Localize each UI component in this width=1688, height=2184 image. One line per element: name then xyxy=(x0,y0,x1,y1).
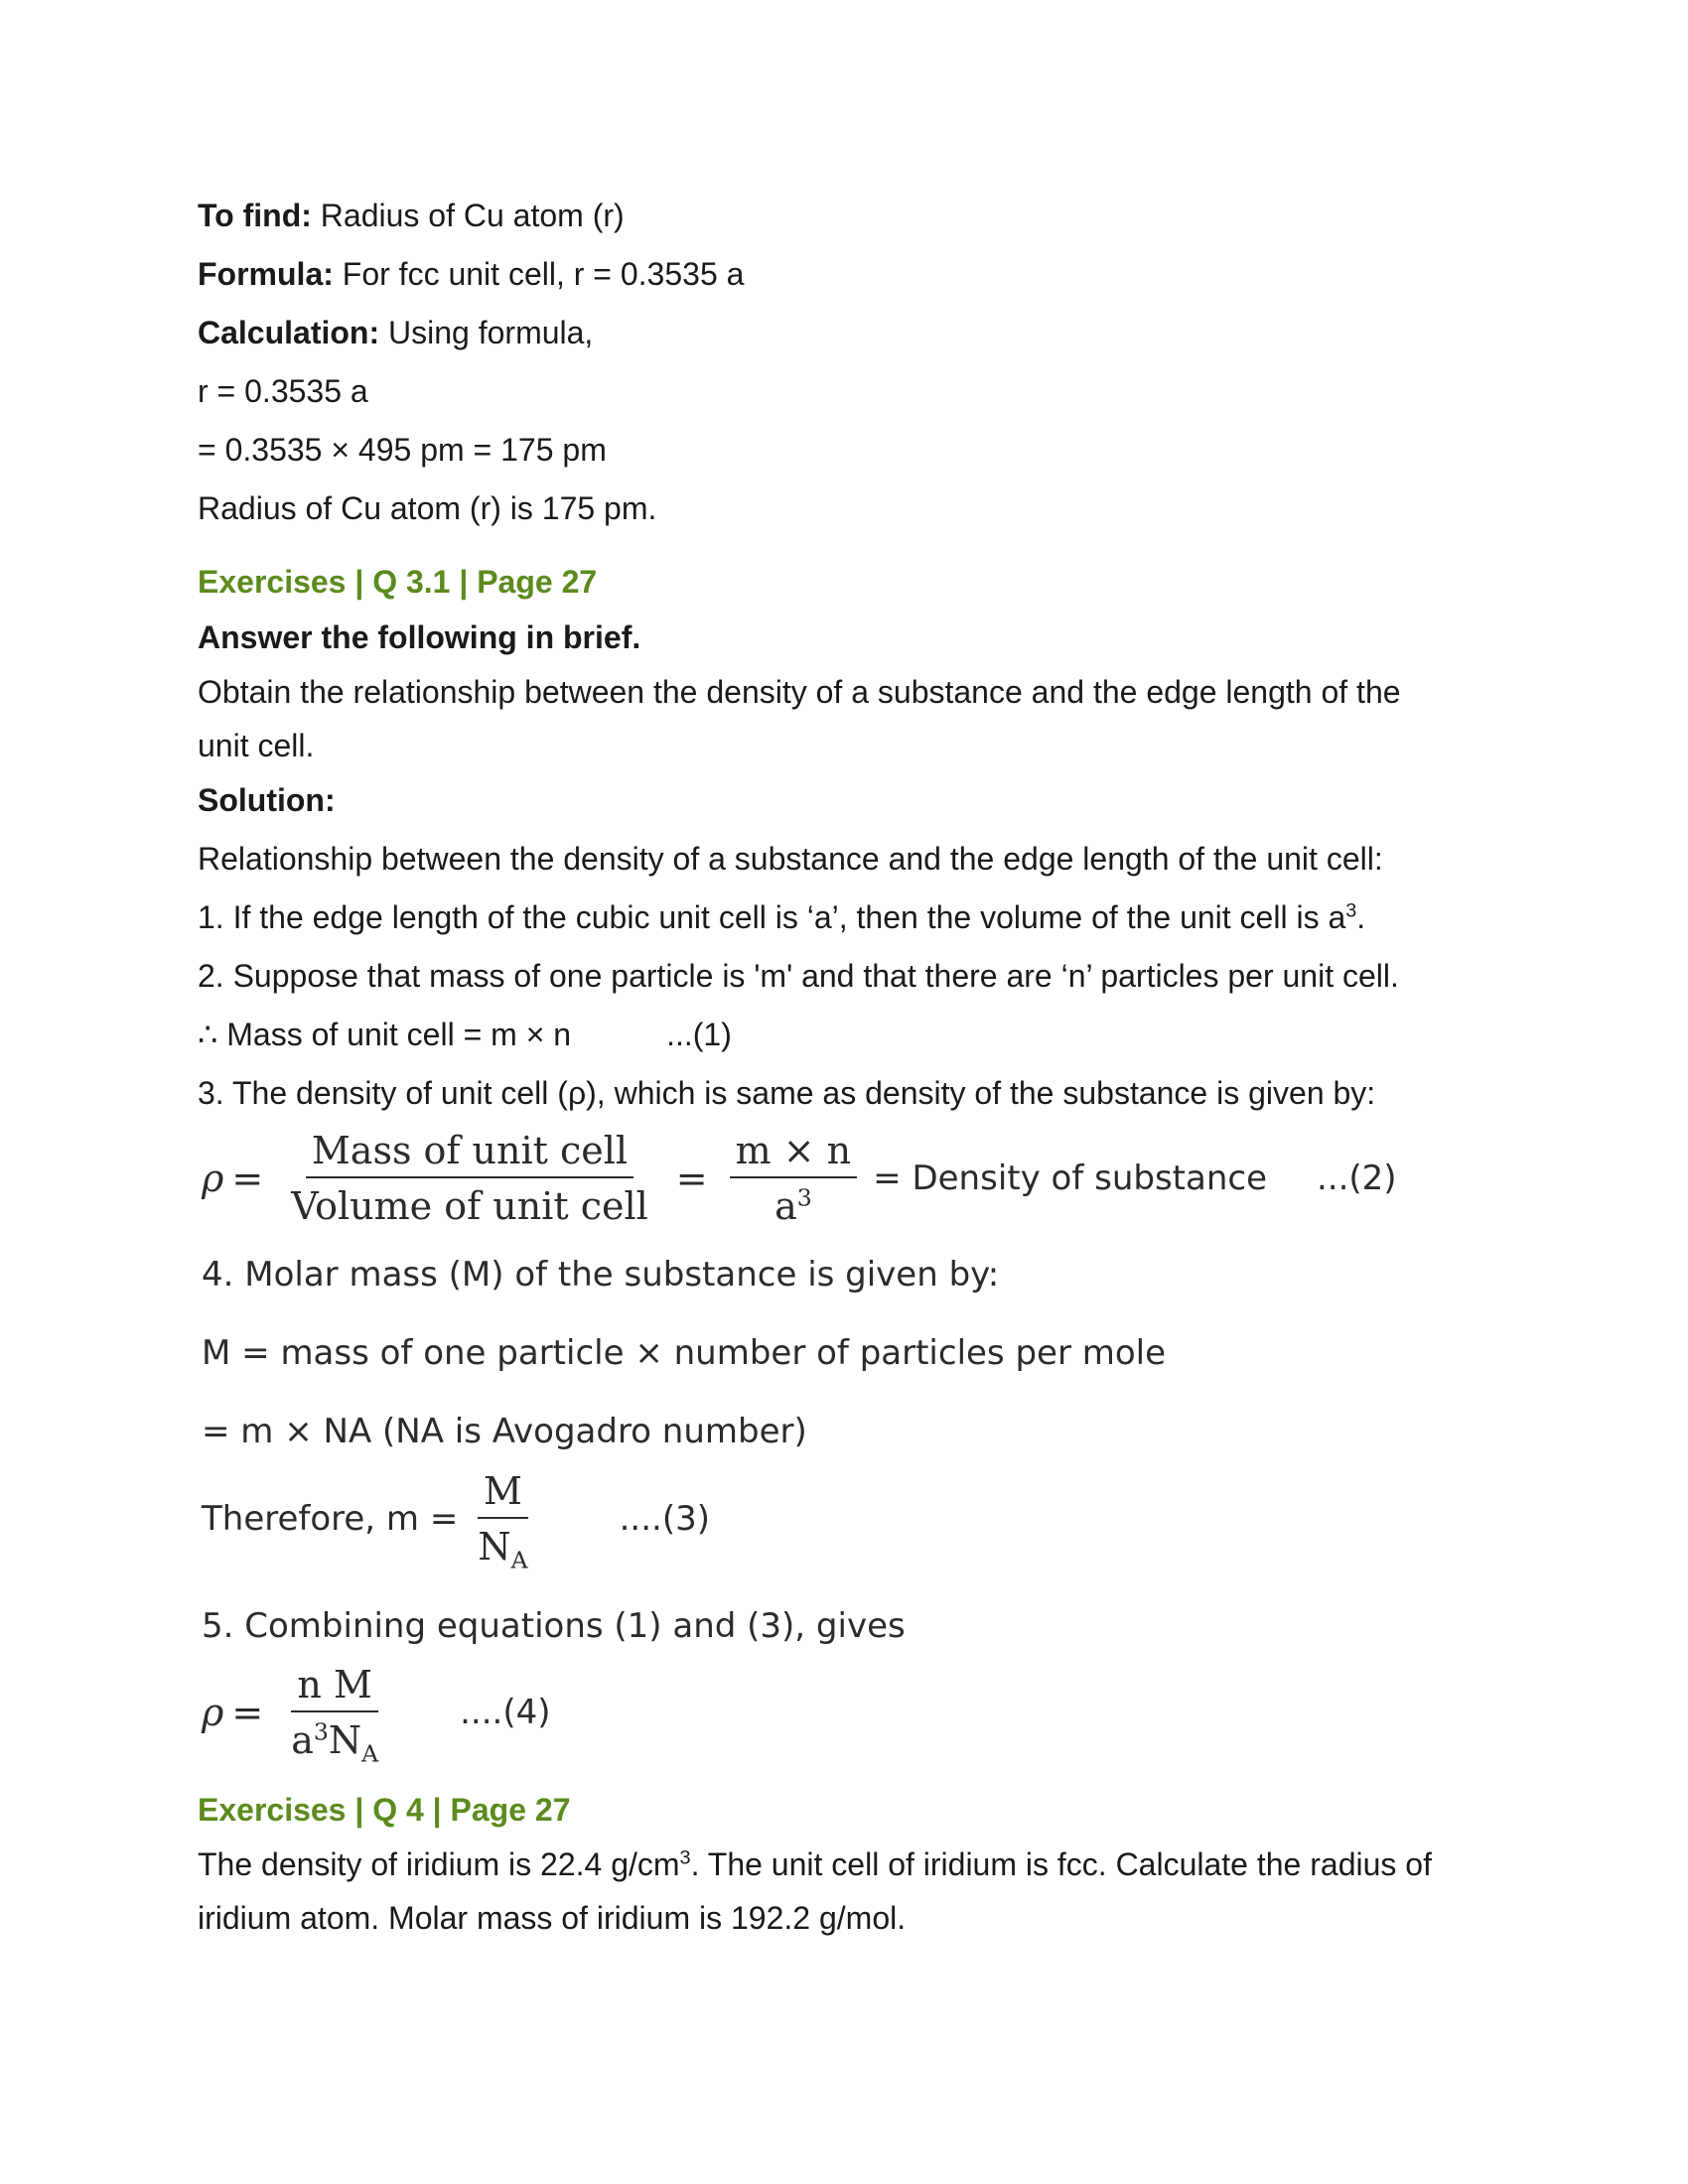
equation-ref-2: ...(2) xyxy=(1316,1159,1397,1198)
n-symbol: N xyxy=(478,1525,511,1569)
q31-question-line-1: Obtain the relationship between the density of a substance and the edge length of the xyxy=(198,674,1401,710)
fraction-numerator: n M xyxy=(291,1663,377,1712)
mass-of-unit-cell-text: ∴ Mass of unit cell = m × n xyxy=(198,1017,572,1052)
mass-volume-fraction xyxy=(285,1129,654,1228)
rho-symbol: ρ xyxy=(202,1691,224,1734)
molar-mass-line-2: = m × NA (NA is Avogadro number) xyxy=(202,1412,807,1451)
equals-sign: = xyxy=(231,1157,264,1200)
q4-question-line-2: iridium atom. Molar mass of iridium is 192.2 g/mol. xyxy=(198,1900,907,1936)
fraction-numerator: m × n xyxy=(730,1129,858,1178)
a-symbol: a xyxy=(291,1718,314,1762)
cm-exponent: 3 xyxy=(679,1846,691,1869)
mass-of-unit-cell-line xyxy=(198,1015,732,1054)
rho-symbol: ρ xyxy=(202,1157,224,1200)
fraction-numerator: Mass of unit cell xyxy=(306,1129,633,1178)
mn-over-a3-fraction xyxy=(730,1129,858,1228)
equals-sign: = xyxy=(231,1691,264,1734)
fraction-denominator xyxy=(769,1178,818,1228)
q31-heading[interactable]: Exercises | Q 3.1 | Page 27 xyxy=(198,564,598,600)
a-subscript: A xyxy=(510,1546,528,1574)
solution-step-4: 4. Molar mass (M) of the substance is given by: xyxy=(202,1255,1000,1295)
equation-3 xyxy=(202,1469,711,1574)
solution-step-5: 5. Combining equations (1) and (3), gives xyxy=(202,1606,906,1646)
q4-question-line-1 xyxy=(198,1844,1432,1884)
equation-2 xyxy=(202,1129,1397,1228)
calc-step-2: = 0.3535 × 495 pm = 175 pm xyxy=(198,432,607,468)
to-find-label: To find: xyxy=(198,198,312,233)
nm-over-a3na-fraction xyxy=(285,1663,384,1768)
cube-exponent: 3 xyxy=(796,1183,812,1212)
m-over-na-fraction xyxy=(472,1469,533,1574)
equation-ref-1: ...(1) xyxy=(666,1017,732,1052)
q4-text-b: . The unit cell of iridium is fcc. Calculate the radius of xyxy=(690,1846,1432,1882)
equals-sign: = xyxy=(675,1157,708,1200)
step-1-text: 1. If the edge length of the cubic unit cell is ‘a’, then the volume of the unit cell is a xyxy=(198,899,1346,935)
to-find-line xyxy=(198,196,625,235)
solution-step-2: 2. Suppose that mass of one particle is 'm' and that there are ‘n’ particles per unit cell. xyxy=(198,958,1399,994)
density-of-substance-text: = Density of substance xyxy=(873,1159,1267,1198)
calc-step-1: r = 0.3535 a xyxy=(198,373,368,409)
q31-instruction: Answer the following in brief. xyxy=(198,619,641,655)
fraction-denominator: Volume of unit cell xyxy=(291,1184,648,1228)
q4-text-a: The density of iridium is 22.4 g/cm xyxy=(198,1846,680,1882)
solution-intro: Relationship between the density of a substance and the edge length of the unit cell: xyxy=(198,841,1383,877)
formula-text: For fcc unit cell, r = 0.3535 a xyxy=(333,256,745,292)
fraction-numerator: M xyxy=(478,1469,528,1519)
a-subscript: A xyxy=(361,1739,379,1768)
equation-ref-4: ....(4) xyxy=(460,1693,551,1732)
solution-step-3: 3. The density of unit cell (ρ), which is same as density of the substance is given by: xyxy=(198,1075,1376,1111)
calculation-text: Using formula, xyxy=(379,315,594,350)
calc-result: Radius of Cu atom (r) is 175 pm. xyxy=(198,490,657,526)
molar-mass-line-1: M = mass of one particle × number of particles per mole xyxy=(202,1333,1167,1373)
calculation-label: Calculation: xyxy=(198,315,380,350)
equation-4 xyxy=(202,1663,551,1768)
step-1-end: . xyxy=(1356,899,1366,935)
formula-label: Formula: xyxy=(198,256,334,292)
solution-label: Solution: xyxy=(198,782,336,818)
q4-heading[interactable]: Exercises | Q 4 | Page 27 xyxy=(198,1792,571,1828)
formula-line xyxy=(198,254,744,294)
n-symbol: N xyxy=(328,1718,362,1762)
a-symbol: a xyxy=(774,1184,797,1228)
fraction-denominator xyxy=(472,1519,533,1574)
cube-exponent: 3 xyxy=(313,1717,329,1746)
calculation-line xyxy=(198,313,593,352)
q31-question-line-2: unit cell. xyxy=(198,728,315,763)
equation-ref-3: ....(3) xyxy=(619,1499,711,1539)
fraction-denominator xyxy=(285,1712,384,1768)
to-find-text: Radius of Cu atom (r) xyxy=(311,198,625,233)
therefore-m-text: Therefore, m = xyxy=(202,1499,459,1539)
solution-step-1 xyxy=(198,897,1365,937)
step-1-exponent: 3 xyxy=(1345,899,1357,922)
